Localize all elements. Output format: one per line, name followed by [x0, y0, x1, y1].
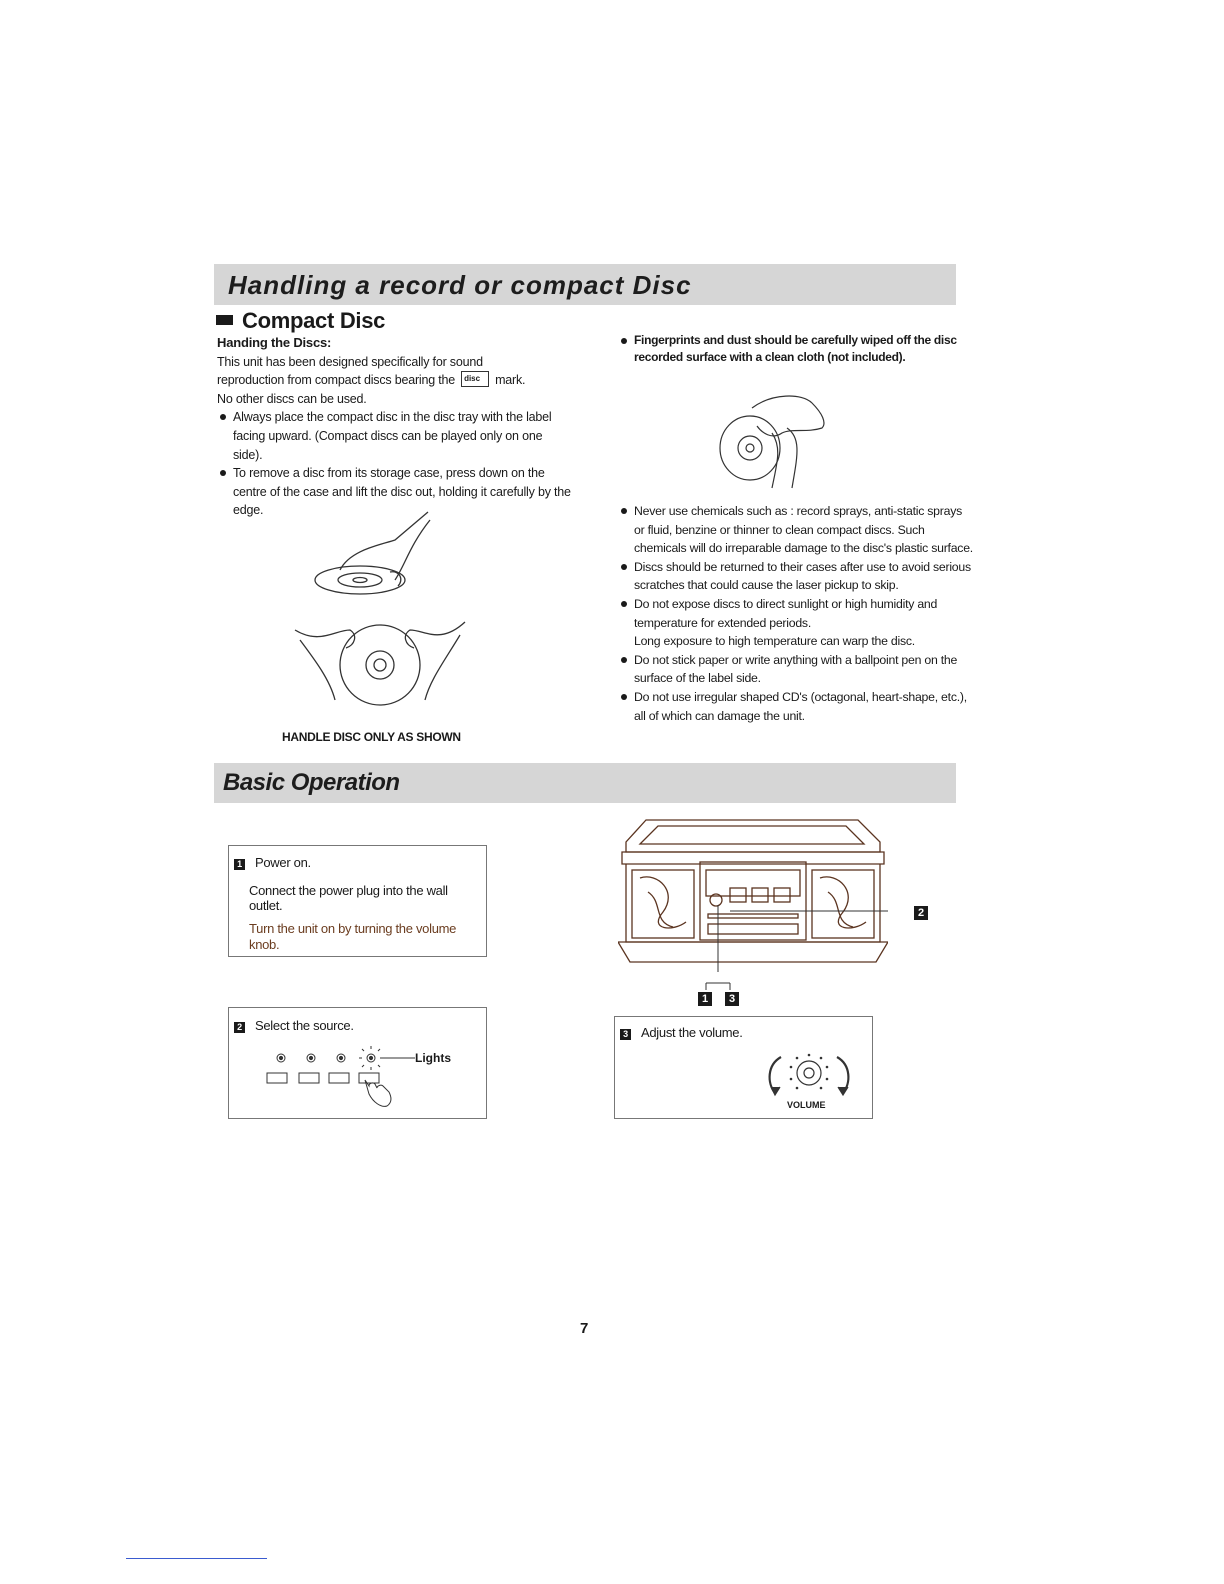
step-1-title: 1 Power on. — [234, 855, 311, 870]
footer-link-underline[interactable] — [126, 1558, 267, 1559]
step-1-line-2: Turn the unit on by turning the volume knob. — [249, 921, 457, 952]
lights-label: Lights — [415, 1051, 451, 1065]
right-bullet-4: Do not stick paper or write anything with a ballpoint pen on the surface of the label side. — [618, 651, 973, 688]
right-bullet-1: Never use chemicals such as : record sprays, anti-static sprays or fluid, benzine or thinner to clean compact discs. Such chemicals will do irreparable damage to the disc's plastic surface. — [618, 502, 973, 558]
intro-line-3: No other discs can be used. — [217, 391, 367, 406]
left-column-text — [217, 334, 577, 520]
callout-bracket — [694, 980, 740, 992]
right-bullet-3-continued: Long exposure to high temperature can warp the disc. — [634, 634, 915, 649]
step-3-box — [614, 1016, 873, 1119]
callout-3: 3 — [725, 992, 739, 1006]
step-1-box — [228, 845, 487, 957]
step-1-line-1: Connect the power plug into the wall outlet. — [249, 883, 448, 913]
disc-wiping-illustration — [712, 388, 832, 498]
turntable-unit-illustration — [618, 812, 888, 972]
right-bullets — [618, 502, 973, 725]
intro-line-2: reproduction from compact discs bearing the disc mark. — [217, 373, 526, 388]
callout-1: 1 — [698, 992, 712, 1006]
right-bullet-2: Discs should be returned to their cases after use to avoid serious scratches that could cause the laser pickup to skip. — [618, 558, 973, 595]
compact-disc-logo-icon: disc — [461, 371, 489, 387]
right-bullet-3: Do not expose discs to direct sunlight or high humidity and temperature for extended periods. — [618, 595, 973, 632]
step-3-number: 3 — [620, 1029, 631, 1040]
section-title-basic-operation: Basic Operation — [223, 769, 400, 796]
step-2-box — [228, 1007, 487, 1119]
step-2-number: 2 — [234, 1022, 245, 1033]
step-3-title: 3 Adjust the volume. — [620, 1025, 743, 1040]
handling-subheading: Handing the Discs: — [217, 335, 332, 350]
volume-knob-icon — [759, 1045, 859, 1101]
source-buttons-illustration — [265, 1046, 415, 1112]
disc-handling-illustration — [280, 510, 480, 710]
right-bullet-top: Fingerprints and dust should be carefully wiped off the disc recorded surface with a clean cloth (not included). — [618, 332, 984, 366]
section-title-handling: Handling a record or compact Disc — [228, 270, 692, 300]
left-bullet-2: To remove a disc from its storage case, press down on the centre of the case and lift the disc out, holding it carefully by the edge. — [217, 464, 573, 520]
square-bullet-icon — [216, 315, 233, 325]
step-1-number: 1 — [234, 859, 245, 870]
section-banner-basic-operation — [214, 763, 956, 803]
figure-caption: HANDLE DISC ONLY AS SHOWN — [282, 730, 461, 744]
section-banner-handling — [214, 264, 956, 305]
volume-label: VOLUME — [787, 1100, 826, 1110]
intro-line-1: This unit has been designed specifically for sound — [217, 354, 483, 369]
left-bullet-1: Always place the compact disc in the disc tray with the label facing upward. (Compact discs can be played only on one side). — [217, 408, 563, 464]
step-2-title: 2 Select the source. — [234, 1018, 354, 1033]
right-bullet-5: Do not use irregular shaped CD's (octagonal, heart-shape, etc.), all of which can damage the unit. — [618, 688, 973, 725]
callout-2: 2 — [914, 906, 928, 920]
page-number: 7 — [580, 1320, 589, 1337]
compact-disc-heading: Compact Disc — [216, 308, 385, 334]
